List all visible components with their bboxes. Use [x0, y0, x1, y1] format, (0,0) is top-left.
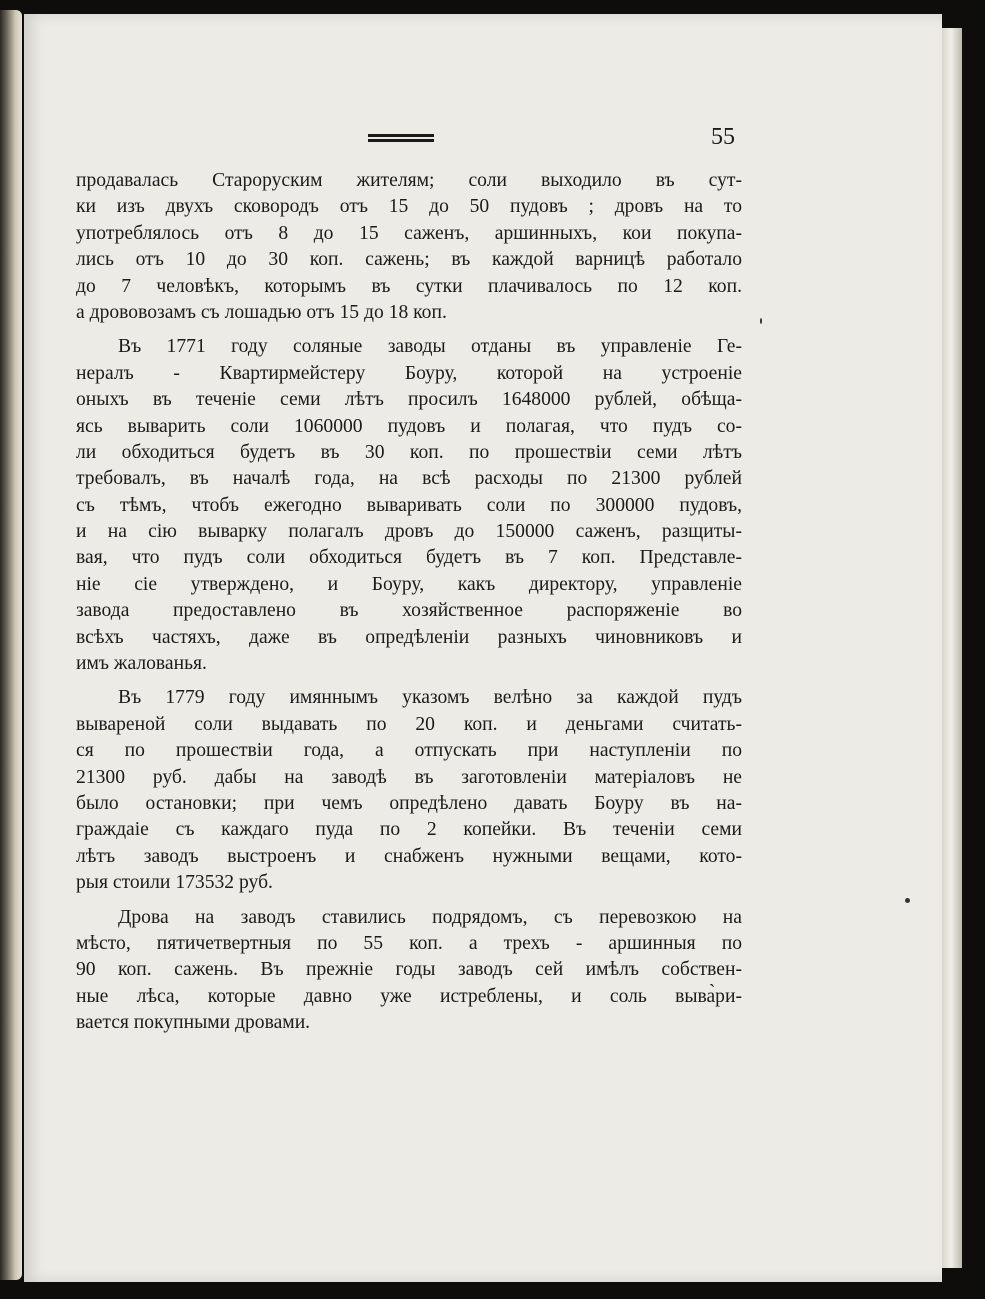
text-line: требовалъ, въ началѣ года, на всѣ расходы по 21300 рублей	[76, 468, 742, 490]
header-rule-ornament	[368, 134, 434, 142]
text-line: Дрова на заводъ ставились подрядомъ, съ перевозкою на	[118, 906, 742, 928]
text-line: нералъ - Квартирмейстеру Боуру, которой на устроеніе	[76, 362, 742, 384]
text-line: ки изъ двухъ сковородъ отъ 15 до 50 пудовъ ; дровъ на то	[76, 196, 742, 218]
paragraph-3	[76, 685, 742, 896]
text-line: съ тѣмъ, чтобъ ежегодно вываривать соли по 300000 пудовъ,	[76, 494, 742, 516]
text-line: мѣсто, пятичетвертныя по 55 коп. а трехъ - аршинныя по	[76, 932, 742, 954]
text-line: ные лѣса, которые давно уже истреблены, и соль выва̀ри-	[76, 985, 742, 1007]
text-line: было остановки; при чемъ опредѣлено давать Боуру въ на-	[76, 792, 742, 814]
ink-speck	[905, 898, 910, 903]
text-line: имъ жалованья.	[76, 653, 207, 675]
text-line: граждаіе съ каждаго пуда по 2 копейки. Въ теченіи семи	[76, 819, 742, 841]
paragraph-4	[76, 905, 742, 1037]
paragraph-2	[76, 334, 742, 677]
text-line: Въ 1771 году соляные заводы отданы въ управленіе Ге-	[118, 336, 742, 358]
text-line: ніе сіе утверждено, и Боуру, какъ директору, управленіе	[76, 573, 742, 595]
text-line: лись отъ 10 до 30 коп. сажень; въ каждой варницѣ работало	[76, 249, 742, 271]
text-line: 21300 руб. дабы на заводѣ въ заготовленіи матеріаловъ не	[76, 766, 742, 788]
text-line: вывареной соли выдавать по 20 коп. и деньгами считать-	[76, 713, 742, 735]
text-line: вается покупными дровами.	[76, 1012, 311, 1034]
left-page-edge	[0, 10, 22, 1280]
text-line: лѣтъ заводъ выстроенъ и снабженъ нужными вещами, кото-	[76, 845, 742, 867]
ink-speck	[760, 318, 762, 324]
text-line: Въ 1779 году имяннымъ указомъ велѣно за каждой пудъ	[118, 687, 742, 709]
text-line: а дрововозамъ съ лошадью отъ 15 до 18 коп.	[76, 301, 447, 323]
text-line: употреблялось отъ 8 до 15 саженъ, аршинныхъ, кои покупа-	[76, 222, 742, 244]
text-line: ясь выварить соли 1060000 пудовъ и полагая, что пудъ со-	[76, 415, 742, 437]
paragraph-1	[76, 168, 742, 326]
text-line: и на сію выварку полагалъ дровъ до 150000 саженъ, разщиты-	[76, 521, 742, 543]
text-line: ли обходиться будетъ въ 30 коп. по прошествіи семи лѣтъ	[76, 441, 742, 463]
text-line: оныхъ въ теченіе семи лѣтъ просилъ 1648000 рублей, обѣща-	[76, 389, 742, 411]
text-line: 90 коп. сажень. Въ прежніе годы заводъ сей имѣлъ собствен-	[76, 959, 742, 981]
text-line: завода предоставлено въ хозяйственное распоряженіе во	[76, 600, 742, 622]
text-line: вая, что пудъ соли обходиться будетъ въ 7 коп. Представле-	[76, 547, 742, 569]
text-line: рыя стоили 173532 руб.	[76, 872, 273, 894]
text-line: до 7 человѣкъ, которымъ въ сутки плачивалось по 12 коп.	[76, 275, 742, 297]
text-line: ся по прошествіи года, а отпускать при наступленіи по	[76, 740, 742, 762]
page-number: 55	[711, 124, 735, 150]
text-line: всѣхъ частяхъ, даже въ опредѣленіи разныхъ чиновниковъ и	[76, 626, 742, 648]
body-text	[76, 168, 742, 1045]
page-edge-right	[942, 28, 962, 1268]
text-line: продавалась Староруским жителям; соли выходило въ сут-	[76, 170, 742, 191]
